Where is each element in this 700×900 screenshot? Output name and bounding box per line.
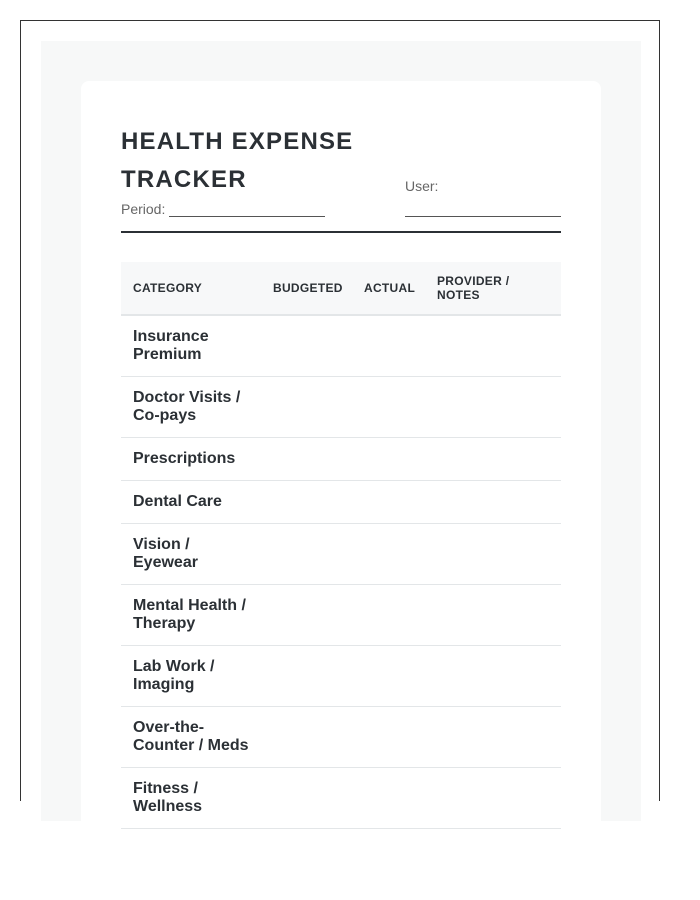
user-label: User: — [405, 178, 439, 194]
budgeted-cell[interactable] — [261, 377, 352, 438]
budgeted-cell[interactable] — [261, 707, 352, 768]
period-field — [121, 201, 325, 217]
page-frame — [20, 20, 660, 815]
period-label: Period: — [121, 201, 166, 217]
expense-table — [121, 262, 561, 829]
notes-cell[interactable] — [425, 707, 561, 768]
notes-cell[interactable] — [425, 315, 561, 377]
actual-cell[interactable] — [352, 524, 425, 585]
budgeted-cell[interactable] — [261, 646, 352, 707]
budgeted-cell[interactable] — [261, 768, 352, 829]
category-cell: Doctor Visits / Co-pays — [121, 377, 261, 438]
notes-cell[interactable] — [425, 768, 561, 829]
table-row — [121, 707, 561, 768]
actual-cell[interactable] — [352, 377, 425, 438]
notes-cell[interactable] — [425, 377, 561, 438]
header-budgeted: BUDGETED — [261, 262, 352, 315]
table-row — [121, 481, 561, 524]
table-row — [121, 768, 561, 829]
budgeted-cell[interactable] — [261, 315, 352, 377]
category-cell: Insurance Premium — [121, 315, 261, 377]
table-row — [121, 524, 561, 585]
header-actual: ACTUAL — [352, 262, 425, 315]
actual-cell[interactable] — [352, 481, 425, 524]
budgeted-cell[interactable] — [261, 524, 352, 585]
category-cell: Vision / Eyewear — [121, 524, 261, 585]
tracker-card — [81, 81, 601, 841]
notes-cell[interactable] — [425, 438, 561, 481]
category-cell: Dental Care — [121, 481, 261, 524]
budgeted-cell[interactable] — [261, 585, 352, 646]
notes-cell[interactable] — [425, 481, 561, 524]
page-title: HEALTH EXPENSE TRACKER — [121, 128, 354, 193]
budgeted-cell[interactable] — [261, 481, 352, 524]
actual-cell[interactable] — [352, 315, 425, 377]
category-cell: Fitness / Wellness — [121, 768, 261, 829]
notes-cell[interactable] — [425, 585, 561, 646]
table-row — [121, 315, 561, 377]
actual-cell[interactable] — [352, 585, 425, 646]
table-header-row — [121, 262, 561, 315]
actual-cell[interactable] — [352, 646, 425, 707]
table-row — [121, 585, 561, 646]
budgeted-cell[interactable] — [261, 438, 352, 481]
tracker-header — [121, 121, 561, 233]
category-cell: Over-the-Counter / Meds — [121, 707, 261, 768]
category-cell: Lab Work / Imaging — [121, 646, 261, 707]
notes-cell[interactable] — [425, 524, 561, 585]
category-cell: Mental Health / Therapy — [121, 585, 261, 646]
user-field — [405, 178, 438, 194]
table-row — [121, 438, 561, 481]
actual-cell[interactable] — [352, 768, 425, 829]
actual-cell[interactable] — [352, 438, 425, 481]
notes-cell[interactable] — [425, 646, 561, 707]
table-row — [121, 646, 561, 707]
table-row — [121, 377, 561, 438]
page-backdrop — [41, 41, 641, 821]
category-cell: Prescriptions — [121, 438, 261, 481]
header-provider-notes: PROVIDER / NOTES — [425, 262, 561, 315]
header-category: CATEGORY — [121, 262, 261, 315]
user-line — [405, 204, 561, 217]
period-line — [169, 202, 325, 217]
actual-cell[interactable] — [352, 707, 425, 768]
